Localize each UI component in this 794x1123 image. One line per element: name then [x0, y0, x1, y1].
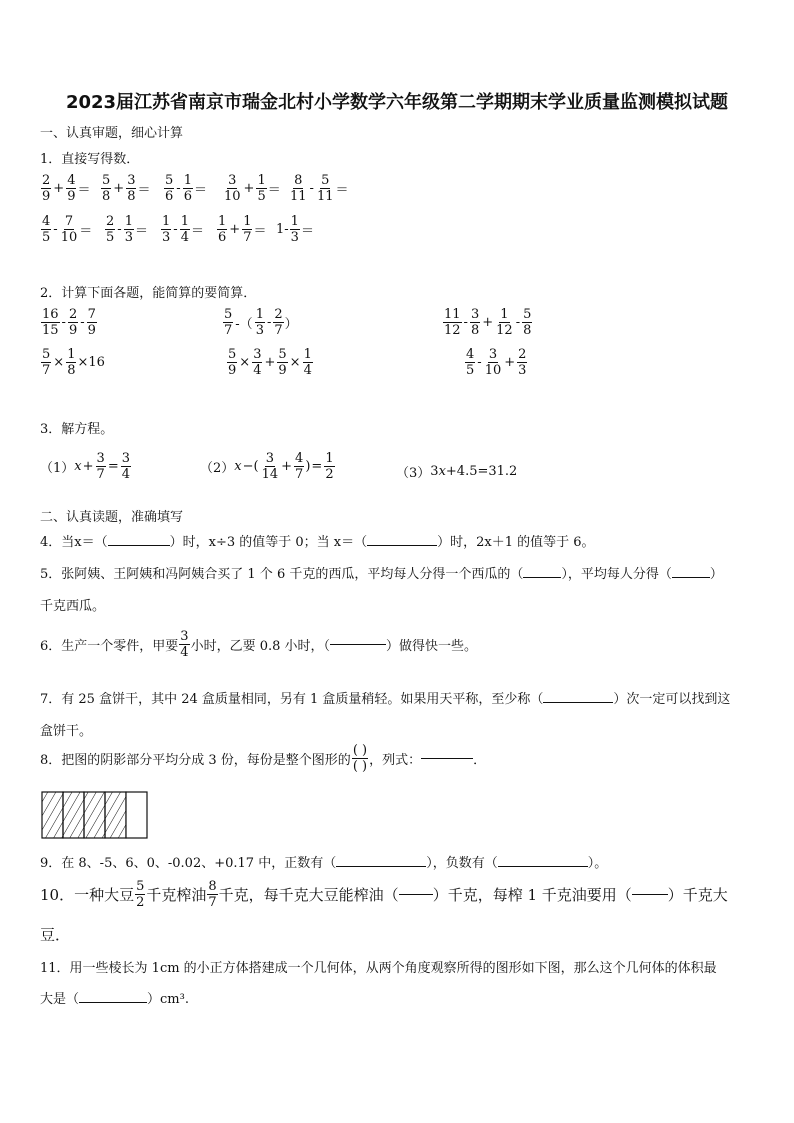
section-1-heading: 一、认真审题，细心计算: [40, 126, 184, 141]
q4: 4．当x＝（ ）时，x÷3 的值等于 0；当 x＝（ ）时，2x＋1 的值等于 6。: [40, 535, 595, 550]
q10-line-2: 豆．: [40, 926, 71, 944]
fraction: $\frac{4}{9}$: [67, 173, 76, 204]
q5-line-1: 5．张阿姨、王阿姨和冯阿姨合买了 1 个 6 千克的西瓜，平均每人分得一个西瓜的（ ），平均每人分得（ ）: [40, 567, 723, 582]
q2-expr-3: $\frac{11}{12}$ - $\frac{3}{8}$ + $\frac{1}{12}$ - $\frac{5}{8}$: [444, 307, 532, 338]
q1-row2-item3: $\frac{1}{3}$ - $\frac{1}{4}$ ＝: [162, 214, 204, 245]
answer-blank[interactable]: [79, 1002, 147, 1003]
page-title: 2023届江苏省南京市瑞金北村小学数学六年级第二学期期末学业质量监测模拟试题: [65, 92, 729, 113]
q2-expr-6: $\frac{4}{5}$ - $\frac{3}{10}$ + $\frac{2}{3}$: [466, 347, 527, 378]
q1-row2-item4: $\frac{1}{6}$ + $\frac{1}{7}$ ＝: [218, 214, 267, 245]
answer-blank[interactable]: [108, 545, 170, 546]
fraction: $\frac{2}{9}$: [42, 173, 51, 204]
answer-fraction[interactable]: $\frac{( )}{( )}$: [352, 743, 368, 774]
q11-line-1: 11．用一些棱长为 1cm 的小正方体搭建成一个几何体，从两个角度观察所得的图形如下图，那么这个几何体的体积最: [40, 961, 717, 976]
q1-row2-item2: $\frac{2}{5}$ - $\frac{1}{3}$ ＝: [106, 214, 148, 245]
q10-line-1: 10．一种大豆 $\frac{5}{2}$ 千克榨油 $\frac{8}{7}$ 千克，每千克大豆能榨油（ ）千克，每榨 1 千克油要用（ ）千克大: [40, 879, 728, 910]
section-2-heading: 二、认真读题，准确填写: [40, 510, 184, 525]
q2-expr-5: $\frac{5}{9}$ × $\frac{3}{4}$ + $\frac{5}{9}$ × $\frac{1}{4}$: [228, 347, 312, 378]
shaded-cell: [84, 792, 105, 838]
q9: 9．在 8、-5、6、0、-0.02、+0.17 中，正数有（ ），负数有（ ）。: [40, 856, 608, 871]
q7-line-1: 7．有 25 盒饼干，其中 24 盒质量相同，另有 1 盒质量稍轻。如果用天平称，至少称（ ）次一定可以找到这: [40, 692, 731, 707]
q6: 6．生产一个零件，甲要 $\frac{3}{4}$ 小时，乙要 0.8 小时，（ ）做得快一些。: [40, 629, 478, 660]
q1-row1-item2: $\frac{5}{8}$ + $\frac{3}{8}$ ＝: [102, 173, 151, 204]
blank-cell: [126, 792, 147, 838]
q8: 8．把图的阴影部分平均分成 3 份，每份是整个图形的 $\frac{( )}{( )}$ ，列式： ．: [40, 743, 487, 774]
answer-blank[interactable]: [498, 866, 588, 867]
answer-blank[interactable]: [543, 702, 613, 703]
q2-expr-4: $\frac{5}{7}$ × $\frac{1}{8}$ ×16: [42, 347, 105, 378]
q11-line-2: 大是（ ）cm³.: [40, 992, 189, 1007]
q3-equation-2: （2） x −( $\frac{3}{14}$ + $\frac{4}{7}$ ) = $\frac{1}{2}$: [200, 451, 334, 482]
q8-figure: [40, 791, 148, 839]
answer-blank[interactable]: [632, 894, 668, 895]
q1-row1-item3: $\frac{5}{6}$ - $\frac{1}{6}$ ＝: [165, 173, 207, 204]
q3-label: 3．解方程。: [40, 422, 114, 437]
answer-blank[interactable]: [672, 577, 710, 578]
q2-expr-1: $\frac{16}{15}$ - $\frac{2}{9}$ - $\frac{7}{9}$: [42, 307, 96, 338]
q7-line-2: 盒饼干。: [40, 724, 93, 739]
answer-blank[interactable]: [399, 894, 433, 895]
q1-label: 1．直接写得数．: [40, 152, 140, 167]
q1-row2-item5: 1- $\frac{1}{3}$ ＝: [276, 214, 314, 245]
answer-blank[interactable]: [330, 644, 386, 645]
q1-row1-item4: $\frac{3}{10}$ + $\frac{1}{5}$ ＝: [224, 173, 281, 204]
q1-row2-item1: $\frac{4}{5}$ - $\frac{7}{10}$ ＝: [42, 214, 93, 245]
answer-blank[interactable]: [421, 758, 473, 759]
q3-equation-3: （3） 3 x +4.5=31.2: [396, 464, 518, 481]
answer-blank[interactable]: [336, 866, 426, 867]
q2-label: 2．计算下面各题，能简算的要简算．: [40, 286, 257, 301]
q1-row1-item1: $\frac{2}{9}$ + $\frac{4}{9}$ ＝: [42, 173, 91, 204]
q5-line-2: 千克西瓜。: [40, 599, 106, 614]
q2-expr-2: $\frac{5}{7}$ -（ $\frac{1}{3}$ - $\frac{2}{7}$ ）: [224, 307, 298, 338]
shaded-cell: [105, 792, 126, 838]
q3-equation-1: （1） x + $\frac{3}{7}$ = $\frac{3}{4}$: [40, 451, 130, 482]
shaded-cell: [42, 792, 63, 838]
shaded-cell: [63, 792, 84, 838]
q1-row1-item5: $\frac{8}{11}$ - $\frac{5}{11}$ ＝: [290, 173, 349, 204]
answer-blank[interactable]: [523, 577, 561, 578]
answer-blank[interactable]: [367, 545, 437, 546]
